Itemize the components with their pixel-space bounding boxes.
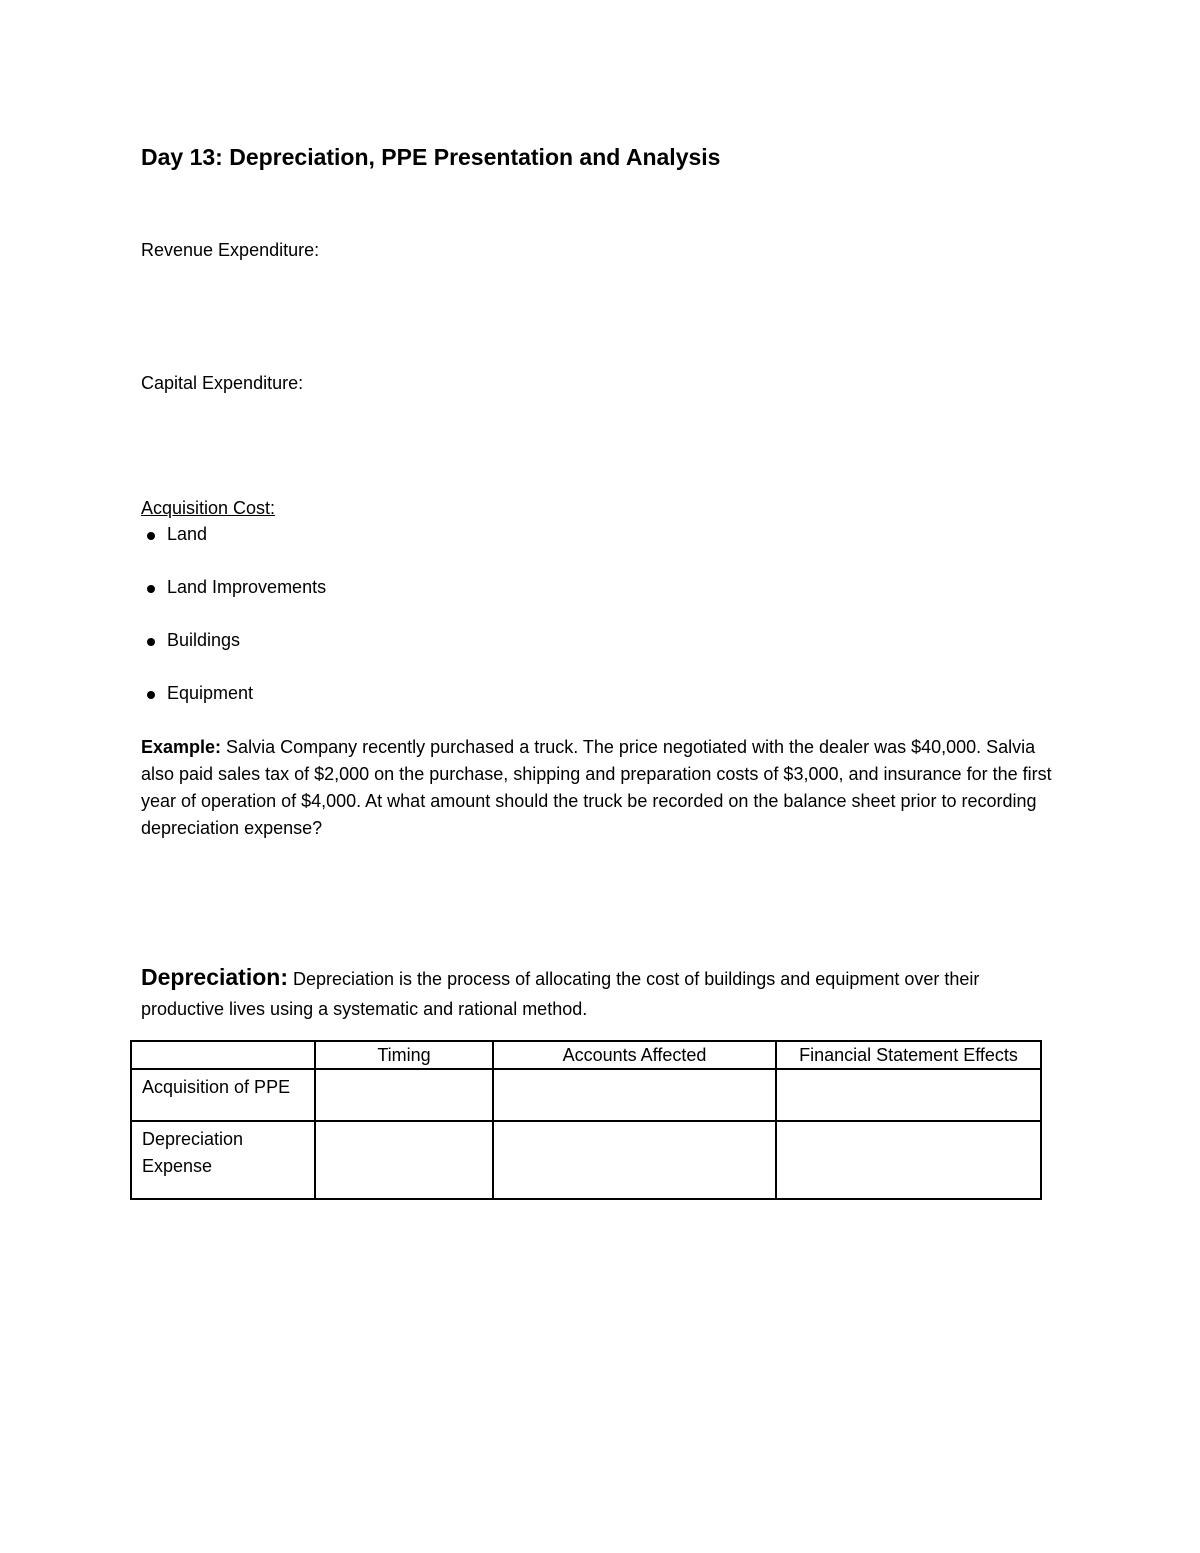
table-cell[interactable] — [776, 1069, 1041, 1121]
acquisition-cost-list — [147, 524, 326, 736]
bullet-icon — [147, 532, 155, 540]
example-text: Salvia Company recently purchased a truck. The price negotiated with the dealer was $40,000. Salvia also paid sales tax of $2,000 on the purchase, shipping and preparation costs of $3,000, and insurance for the first year of operation of $4,000. At what amount should the truck be recorded on the balance sheet prior to recording depreciation expense? — [141, 737, 1052, 838]
bullet-icon — [147, 585, 155, 593]
table-cell[interactable] — [776, 1121, 1041, 1199]
depreciation-heading: Depreciation: — [141, 964, 288, 990]
example-label: Example: — [141, 737, 222, 757]
table-row — [131, 1069, 1041, 1121]
table-header-cell — [131, 1041, 315, 1069]
ppe-table — [130, 1040, 1042, 1200]
table-header-row — [131, 1041, 1041, 1069]
table-header-cell: Accounts Affected — [493, 1041, 776, 1069]
list-item — [147, 630, 326, 683]
table-cell[interactable] — [315, 1121, 493, 1199]
acquisition-cost-label: Acquisition Cost: — [141, 498, 276, 518]
table-cell[interactable] — [315, 1069, 493, 1121]
list-item-label: Land Improvements — [167, 577, 327, 597]
table-header-cell: Financial Statement Effects — [776, 1041, 1041, 1069]
list-item-label: Buildings — [167, 630, 241, 650]
list-item-label: Land — [167, 524, 208, 544]
depreciation-paragraph — [141, 962, 1041, 1024]
page-title: Day 13: Depreciation, PPE Presentation and Analysis — [141, 144, 721, 170]
list-item-label: Equipment — [167, 683, 254, 703]
list-item — [147, 683, 326, 736]
table-row-label: Depreciation Expense — [131, 1121, 315, 1199]
table-cell[interactable] — [493, 1069, 776, 1121]
revenue-expenditure-label: Revenue Expenditure: — [141, 240, 320, 260]
list-item — [147, 524, 326, 577]
table-row — [131, 1121, 1041, 1199]
example-paragraph — [141, 734, 1061, 842]
bullet-icon — [147, 691, 155, 699]
list-item — [147, 577, 326, 630]
table-cell[interactable] — [493, 1121, 776, 1199]
table-header-cell: Timing — [315, 1041, 493, 1069]
capital-expenditure-label: Capital Expenditure: — [141, 373, 304, 393]
table-row-label: Acquisition of PPE — [131, 1069, 315, 1121]
depreciation-text: Depreciation is the process of allocating the cost of buildings and equipment over their productive lives using a systematic and rational method. — [141, 969, 980, 1019]
bullet-icon — [147, 638, 155, 646]
